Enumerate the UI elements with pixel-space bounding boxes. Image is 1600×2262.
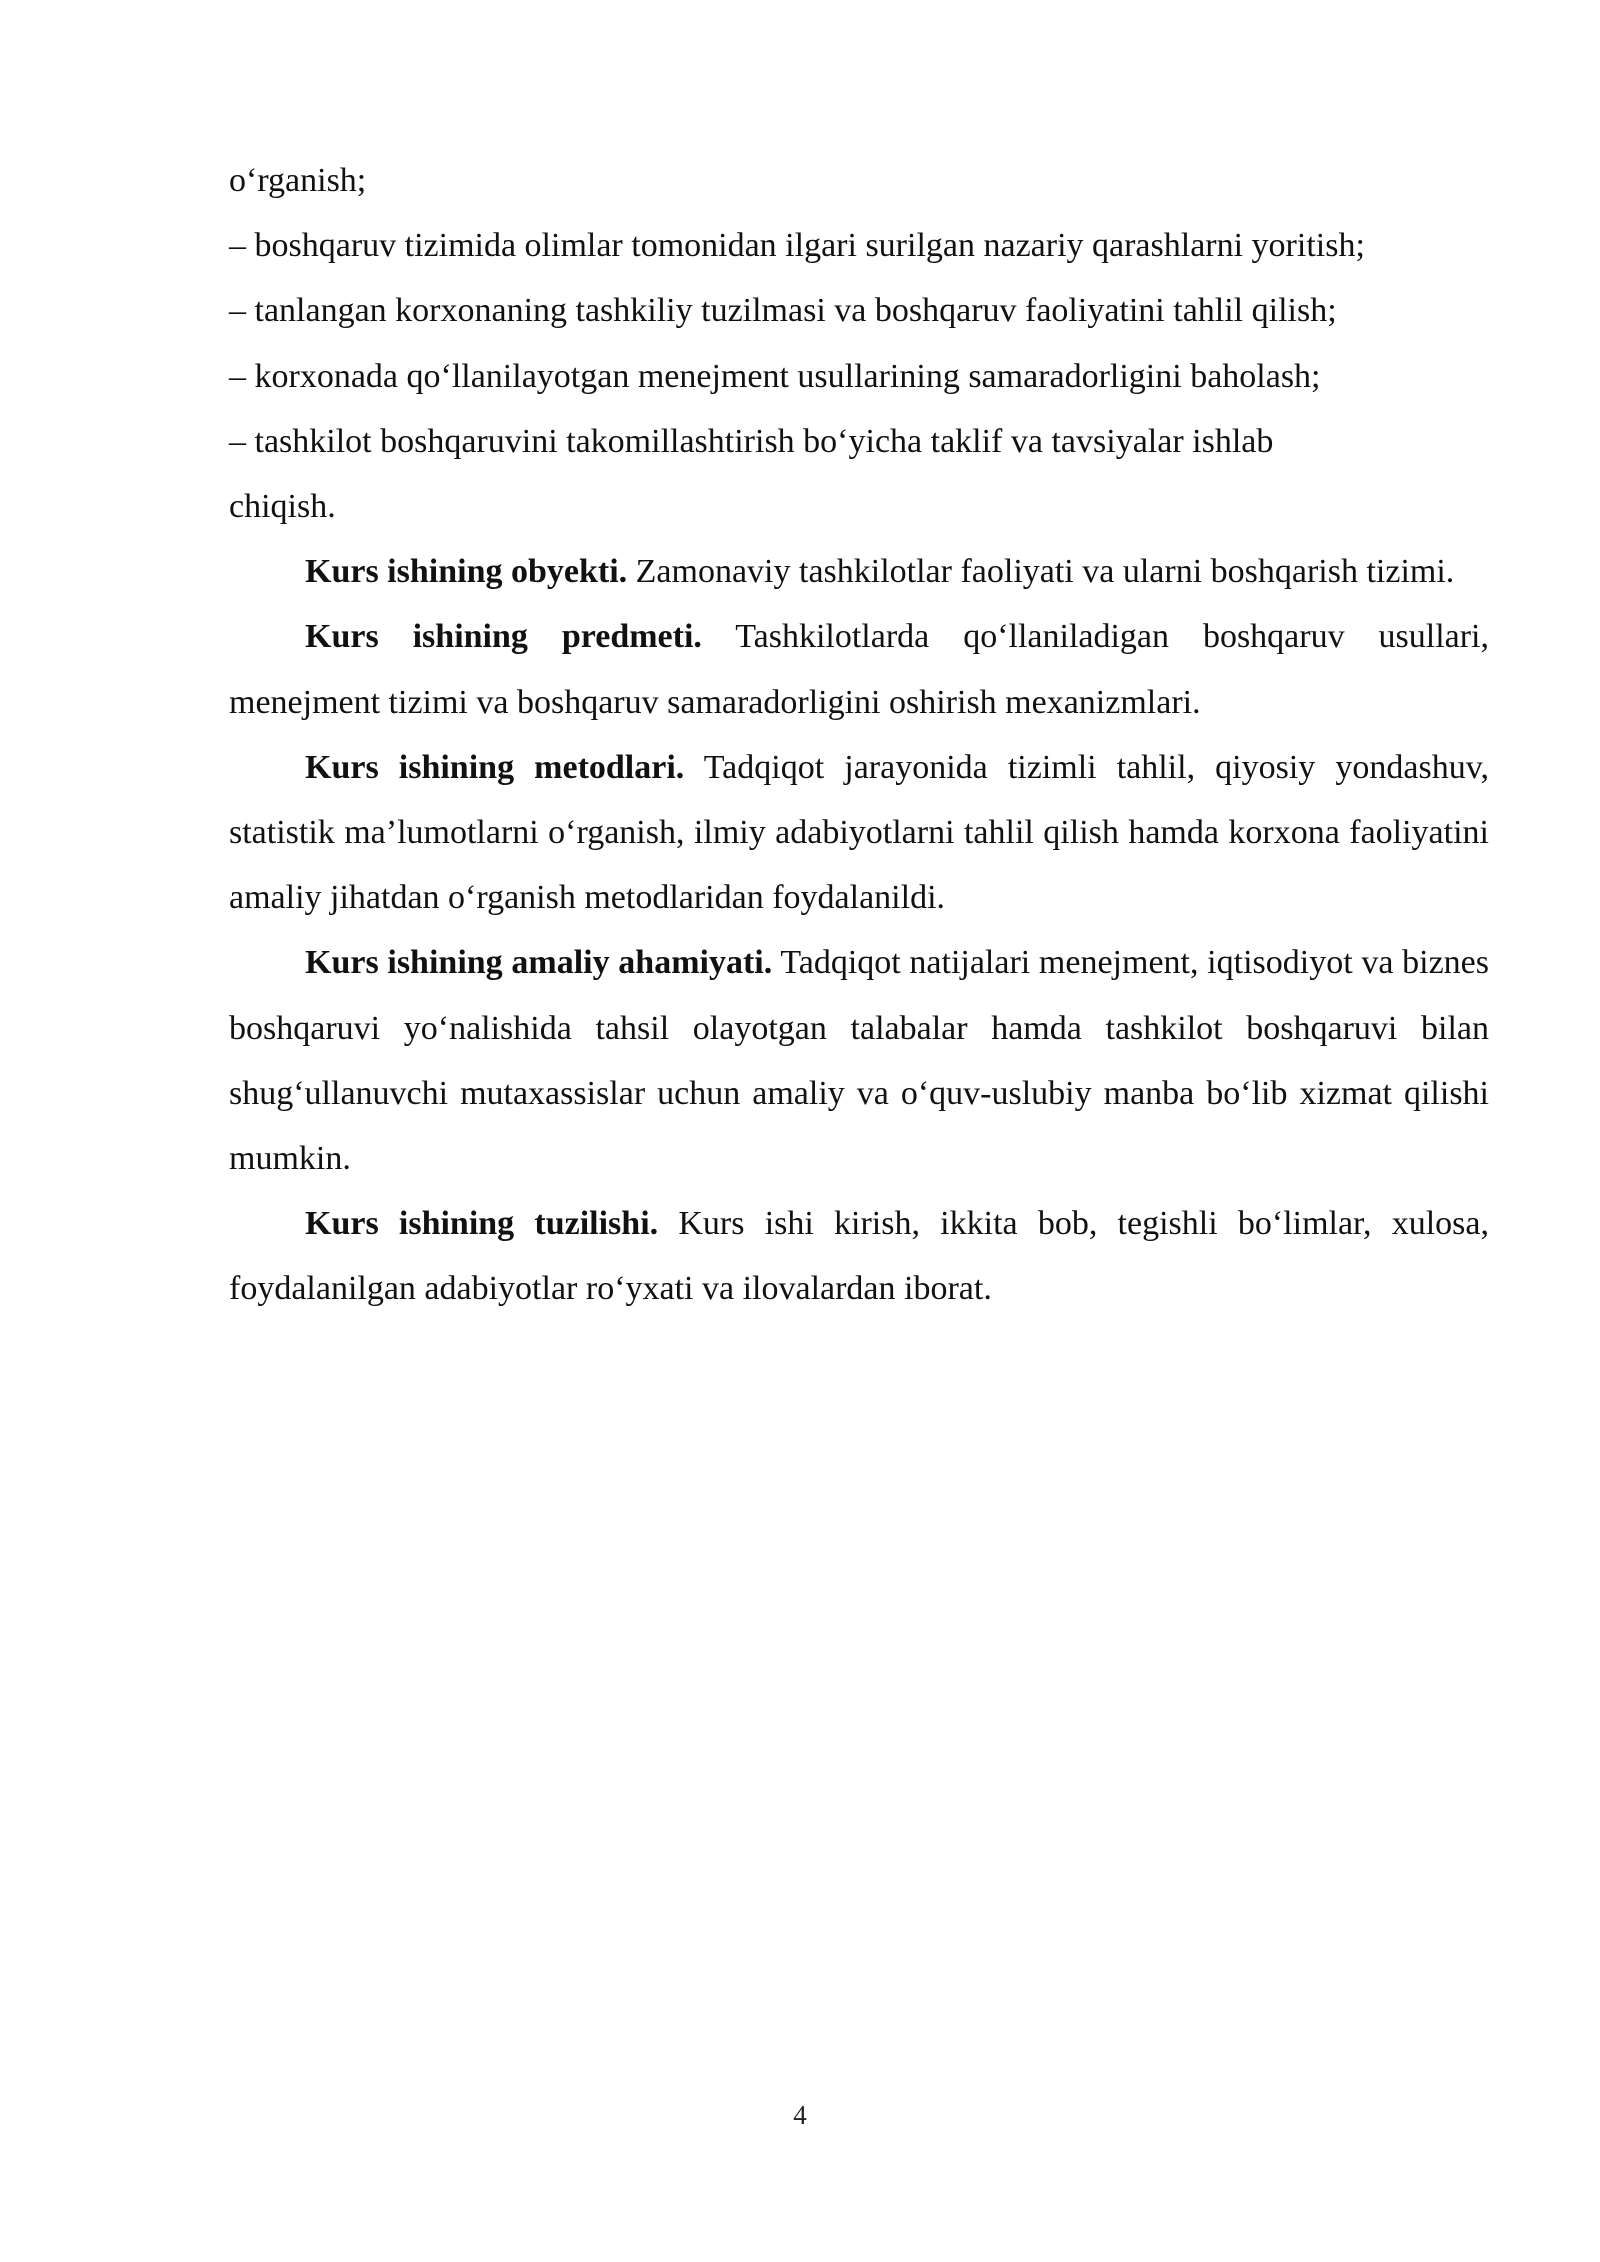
section-text: Tadqiqot jarayonida tizimli tahlil, qiyosiy yondashuv, statistik ma’lumotlarni o‘rganish, ilmiy adabiyotlarni tahlil qilish hamda korxona faoliyatini amaliy jihatdan o‘rganish metodlaridan foydalanildi. <box>229 748 1489 917</box>
section-heading: Kurs ishining predmeti. <box>305 618 702 656</box>
section-methods <box>229 735 1489 931</box>
section-subject <box>229 604 1489 734</box>
list-item: – tashkilot boshqaruvini takomillashtirish bo‘yicha taklif va tavsiyalar ishlab <box>229 422 1274 460</box>
page-number: 4 <box>793 2100 807 2130</box>
section-text: Zamonaviy tashkilotlar faoliyati va ularni boshqarish tizimi. <box>635 553 1455 591</box>
section-text: Tashkilotlarda qo‘llaniladigan boshqaruv usullari, menejment tizimi va boshqaruv samaradorligini oshirish mexanizmlari. <box>229 618 1490 721</box>
body-text <box>229 148 1489 1322</box>
section-structure <box>229 1191 1489 1321</box>
section-text: Kurs ishi kirish, ikkita bob, tegishli bo‘limlar, xulosa, foydalanilgan adabiyotlar ro‘yxati va ilovalardan iborat. <box>229 1205 1489 1308</box>
list-item-continuation: chiqish. <box>229 487 336 525</box>
section-heading: Kurs ishining amaliy ahamiyati. <box>305 944 773 982</box>
section-object <box>229 539 1489 604</box>
section-heading: Kurs ishining obyekti. <box>305 553 628 591</box>
section-heading: Kurs ishining tuzilishi. <box>305 1205 659 1243</box>
list-item: – boshqaruv tizimida olimlar tomonidan ilgari surilgan nazariy qarashlarni yoritish; <box>229 227 1365 265</box>
section-heading: Kurs ishining metodlari. <box>305 748 685 786</box>
list-item: – tanlangan korxonaning tashkiliy tuzilmasi va boshqaruv faoliyatini tahlil qilish; <box>229 292 1337 330</box>
section-text: Tadqiqot natijalari menejment, iqtisodiyot va biznes boshqaruvi yo‘nalishida tahsil olayotgan talabalar hamda tashkilot boshqaruvi bilan shug‘ullanuvchi mutaxassislar uchun amaliy va o‘quv-uslubiy manba bo‘lib xizmat qilishi mumkin. <box>229 944 1489 1177</box>
list-item: – korxonada qo‘llanilayotgan menejment usullarining samaradorligini baholash; <box>229 357 1321 395</box>
section-practical-significance <box>229 930 1489 1191</box>
intro-line: o‘rganish; <box>229 162 367 199</box>
